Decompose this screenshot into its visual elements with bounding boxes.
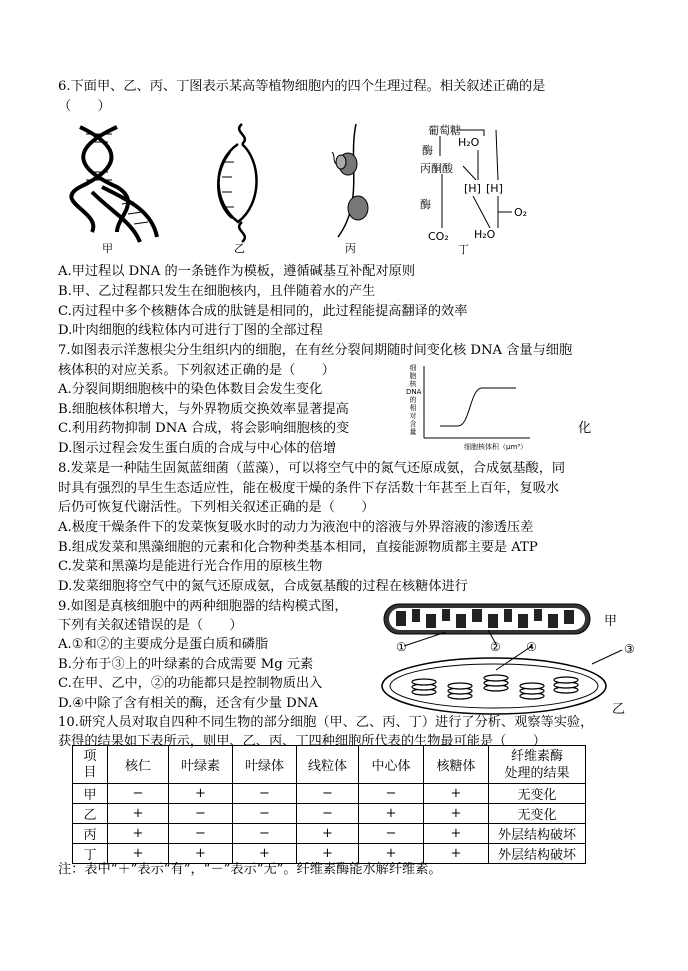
table-header-cell: 中心体 (359, 746, 424, 784)
table-row (73, 804, 586, 824)
table-cell: 外层结构破坏 (489, 824, 586, 844)
fig-label-jia: 甲 (102, 242, 113, 254)
table-header-cell: 线粒体 (297, 746, 359, 784)
table-cell: + (297, 824, 359, 844)
q6-option-d: D.叶肉细胞的线粒体内可进行丁图的全部过程 (58, 323, 323, 338)
table-cell: + (424, 824, 489, 844)
q7-stem-line2: 核体积的对应关系。下列叙述正确的是（ ） (58, 363, 335, 378)
ylabel-char: 相 (409, 404, 417, 412)
table-header-cell: 叶绿素 (169, 746, 233, 784)
table-cell: − (108, 784, 169, 804)
table-cell: 无变化 (489, 784, 586, 804)
table-cell: − (169, 804, 233, 824)
q7-option-a: A.分裂间期细胞核中的染色体数目会发生变化 (58, 382, 323, 397)
table-cell: + (297, 844, 359, 864)
header-line: 项 (83, 748, 97, 764)
q9-stem-line2: 下列有关叙述错误的是（ ） (58, 618, 243, 633)
q10-results-table (72, 745, 586, 864)
table-cell: + (108, 844, 169, 864)
q7-graph-xlabel: 细胞核体积（μm³） (464, 443, 528, 451)
ylabel-char: 的 (409, 396, 417, 404)
ding-pyruvate: 丙酮酸 (420, 162, 453, 175)
q9-option-c: C.在甲、乙中，②的功能都只是控制物质出入 (58, 676, 323, 691)
table-header-cell (489, 746, 586, 784)
figure-bing-translation (318, 122, 378, 254)
q9-option-b: B.分布于③上的叶绿素的合成需要 Mg 元素 (58, 657, 314, 672)
table-cell: 丙 (73, 824, 108, 844)
table-cell: + (424, 784, 489, 804)
q10-stem-line2: 获得的结果如下表所示，则甲、乙、丙、丁四种细胞所代表的生物最可能是（ ） (58, 734, 546, 749)
q6-option-c: C.丙过程中多个核糖体合成的肽链是相同的，此过程能提高翻译的效率 (58, 304, 468, 319)
table-cell: − (297, 784, 359, 804)
table-cell: − (359, 824, 424, 844)
ding-enzyme1: 酶 (422, 144, 433, 157)
ylabel-char: 胞 (409, 372, 417, 380)
table-cell: − (169, 824, 233, 844)
table-cell: − (359, 784, 424, 804)
table-row (73, 824, 586, 844)
table-header-cell: 核仁 (108, 746, 169, 784)
table-cell: + (424, 844, 489, 864)
ding-enzyme2: 酶 (420, 198, 431, 211)
q9-label-3: ③ (624, 642, 635, 656)
q8-stem-line2: 时具有强烈的旱生生态适应性，能在极度干燥的条件下存活数十年甚至上百年，复吸水 (58, 481, 560, 496)
q10-stem-line1: 10.研究人员对取自四种不同生物的部分细胞（甲、乙、丙、丁）进行了分析、观察等实验， (58, 715, 594, 730)
table-cell: + (108, 804, 169, 824)
q6-stem: 6.下面甲、乙、丙、丁图表示某高等植物细胞内的四个生理过程。相关叙述正确的是 (58, 79, 546, 94)
figure-yi-transcription (212, 122, 282, 254)
table-cell: + (233, 844, 297, 864)
q9-label-1: ① (396, 640, 407, 654)
ylabel-char: 核 (409, 380, 417, 388)
q6-option-b: B.甲、乙过程都只发生在细胞核内，且伴随着水的产生 (58, 284, 376, 299)
q7-graph (404, 362, 534, 452)
figure-jia-dna-replication (62, 122, 172, 254)
table-cell: − (233, 824, 297, 844)
fig-label-yi: 乙 (234, 242, 245, 254)
q9-option-d: D.④中除了含有相关的酶，还含有少量 DNA (58, 696, 318, 711)
ding-co2: CO₂ (428, 230, 449, 243)
fig-label-ding: 丁 (458, 243, 469, 256)
table-cell: + (169, 784, 233, 804)
table-cell: − (233, 804, 297, 824)
table-cell: + (359, 804, 424, 824)
q9-organelle-drawings (376, 600, 636, 720)
ding-h1: [H] (464, 182, 481, 195)
q7-option-d: D.图示过程会发生蛋白质的合成与中心体的倍增 (58, 441, 337, 456)
q7-option-c: C.利用药物抑制 DNA 合成，将会影响细胞核的变 (58, 421, 350, 436)
ding-h2o-top: H₂O (458, 136, 480, 149)
table-header-cell: 叶绿体 (233, 746, 297, 784)
ding-o2: O₂ (514, 206, 528, 219)
ylabel-char: 细 (409, 364, 417, 372)
ding-h2: [H] (486, 182, 503, 195)
q8-option-c: C.发菜和黑藻均是能进行光合作用的原核生物 (58, 559, 323, 574)
header-line: 纤维素酶 (510, 748, 563, 764)
table-cell: + (108, 824, 169, 844)
table-header-row (73, 746, 586, 784)
header-line: 目 (83, 764, 97, 780)
table-cell: 外层结构破坏 (489, 844, 586, 864)
q9-stem-line1: 9.如图是真核细胞中的两种细胞器的结构模式图， (58, 599, 348, 614)
table-header-cell (73, 746, 108, 784)
q6-paren: （ ） (58, 99, 111, 114)
q8-option-d: D.发菜细胞将空气中的氮气还原成氨，合成氨基酸的过程在核糖体进行 (58, 579, 468, 594)
table-cell: + (424, 804, 489, 824)
q8-option-a: A.极度干燥条件下的发菜恢复吸水时的动力为液泡中的溶液与外界溶液的渗透压差 (58, 520, 534, 535)
table-cell: 丁 (73, 844, 108, 864)
ylabel-char: 量 (409, 428, 417, 436)
table-cell: 乙 (73, 804, 108, 824)
table-cell: − (297, 804, 359, 824)
table-cell: 无变化 (489, 804, 586, 824)
fig-label-bing: 丙 (345, 242, 356, 254)
table-cell: + (169, 844, 233, 864)
q7-option-c-tail: 化 (578, 421, 592, 436)
table-cell: + (359, 844, 424, 864)
q9-option-a: A.①和②的主要成分是蛋白质和磷脂 (58, 637, 269, 652)
q9-label-2: ② (490, 640, 501, 654)
header-line: 处理的结果 (504, 765, 570, 781)
table-header-cell: 核糖体 (424, 746, 489, 784)
q9-figure (376, 600, 636, 720)
ding-h2o-bottom: H₂O (474, 228, 496, 241)
q9-label-4: ④ (526, 640, 537, 654)
q8-stem-line3: 后仍可恢复代谢活性。下列相关叙述正确的是（ ） (58, 500, 375, 515)
table-cell: − (233, 784, 297, 804)
table-row (73, 784, 586, 804)
q10-note: 注：表中“＋”表示“有”，“－”表示“无”。纤维素酶能水解纤维素。 (58, 862, 442, 877)
q9-label-yi: 乙 (612, 702, 626, 717)
ding-glucose: 葡萄糖 (428, 124, 461, 137)
q8-stem-line1: 8.发菜是一种陆生固氮蓝细菌（蓝藻），可以将空气中的氮气还原成氨，合成氨基酸，同 (58, 461, 566, 476)
q6-option-a: A.甲过程以 DNA 的一条链作为模板，遵循碱基互补配对原则 (58, 264, 416, 279)
q9-label-jia: 甲 (604, 614, 618, 629)
ylabel-char: DNA (406, 388, 422, 396)
table-cell: 甲 (73, 784, 108, 804)
q7-option-b: B.细胞核体积增大，与外界物质交换效率显著提高 (58, 402, 349, 417)
q8-option-b: B.组成发菜和黑藻细胞的元素和化合物种类基本相同，直接能源物质都主要是 ATP (58, 540, 538, 555)
figure-ding-respiration (418, 120, 538, 255)
ylabel-char: 含 (409, 420, 417, 428)
q7-graph-axes (404, 362, 534, 452)
q7-stem-line1: 7.如图表示洋葱根尖分生组织内的细胞，在有丝分裂间期随时间变化核 DNA 含量与细胞 (58, 343, 573, 358)
ylabel-char: 对 (409, 412, 417, 420)
